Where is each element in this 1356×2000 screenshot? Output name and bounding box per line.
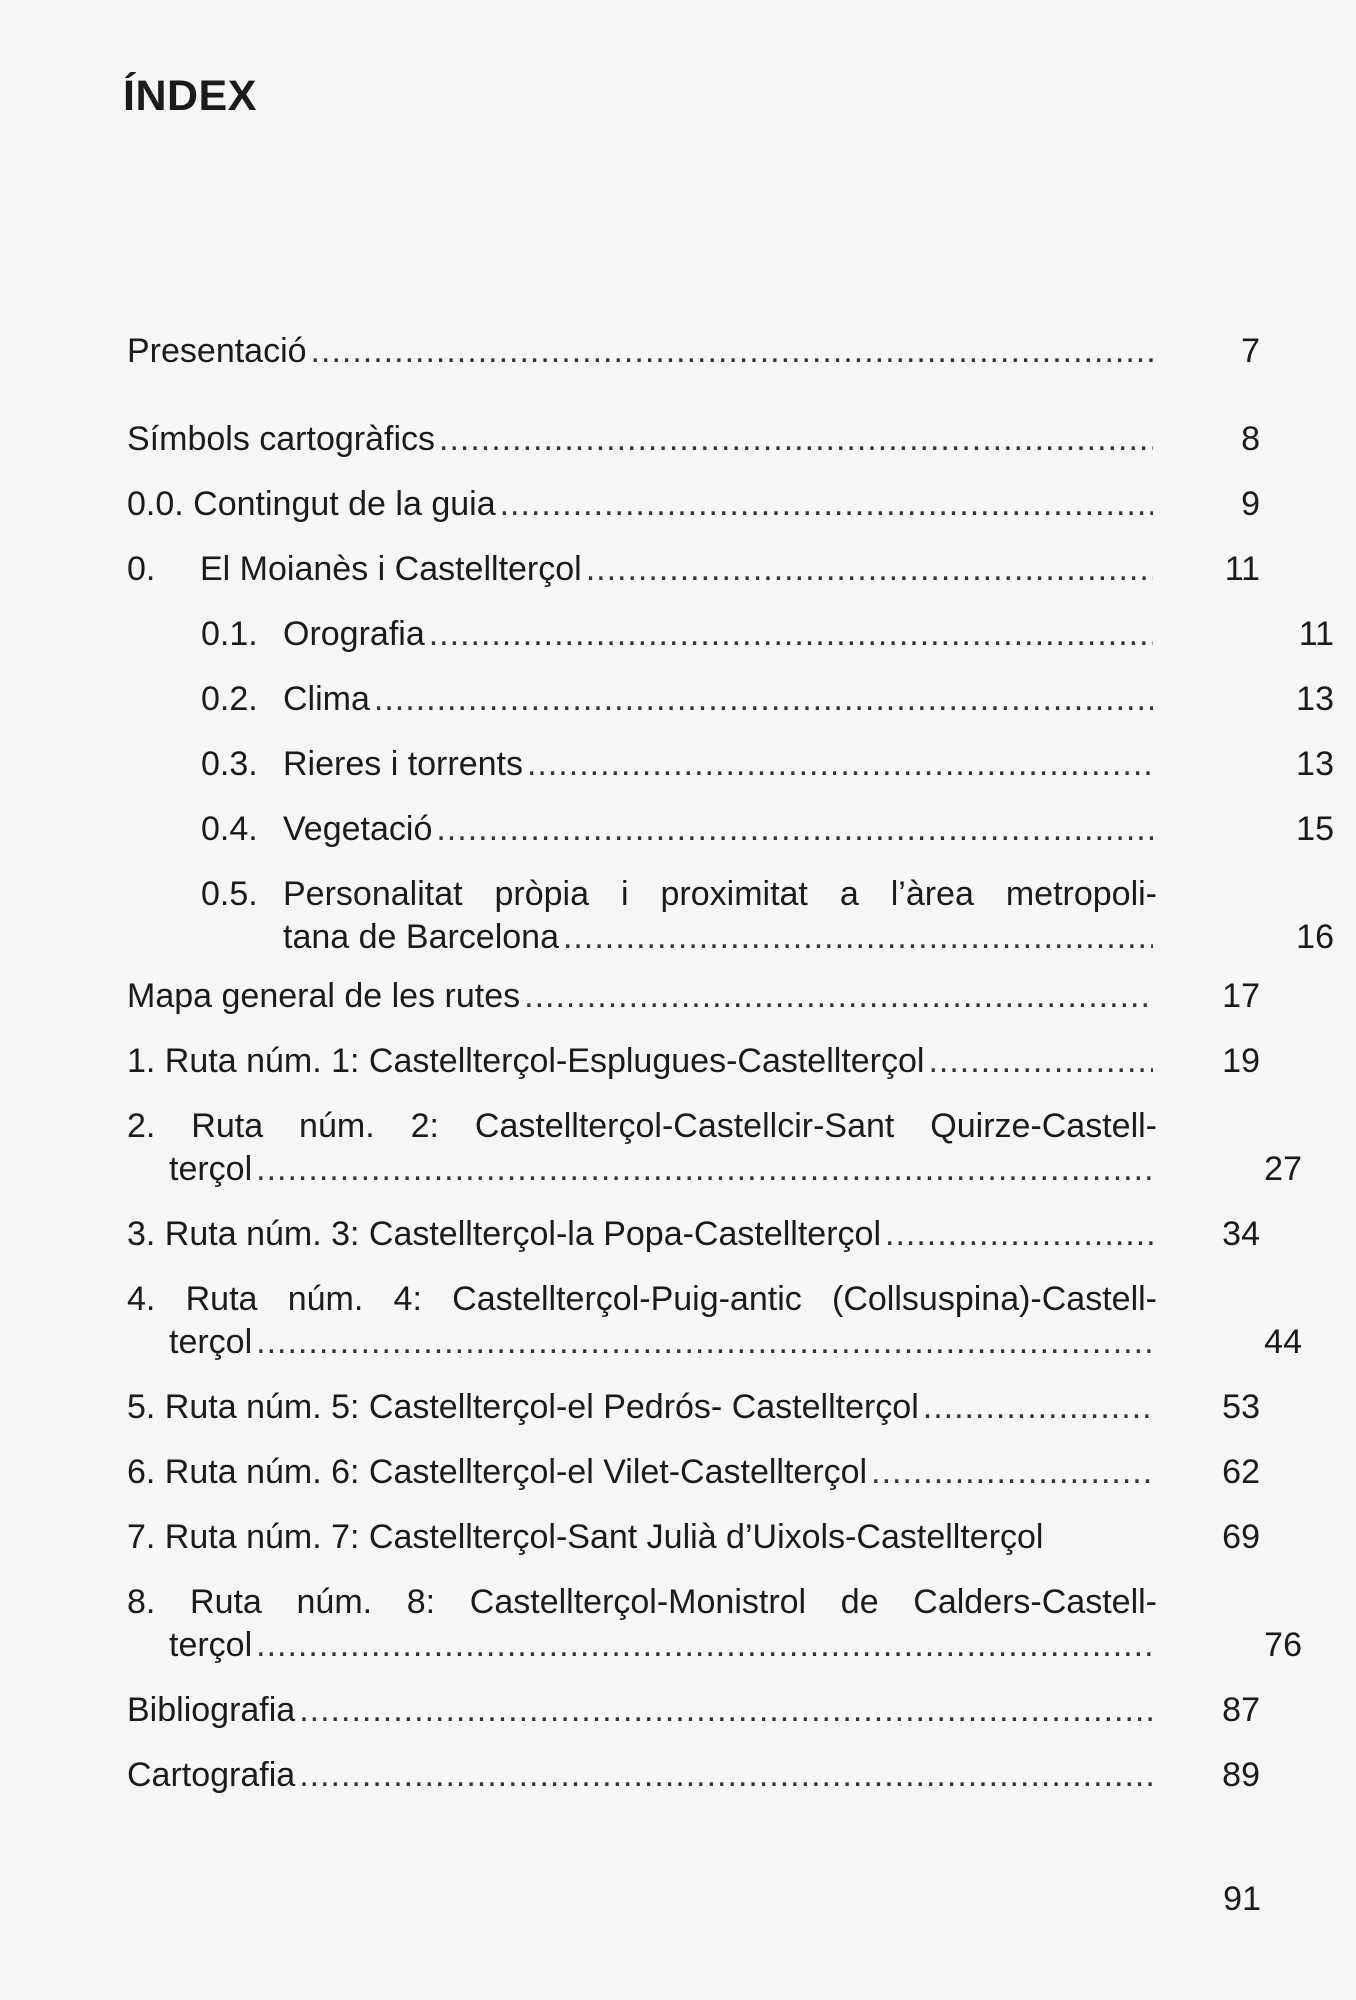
toc-entry-text: 6. Ruta núm. 6: Castellterçol-el Vilet-Castellterçol [127,1453,868,1491]
toc-leader [311,330,1153,373]
toc-entry-text: Símbols cartogràfics [127,420,435,458]
toc-entry-ruta-1[interactable] [127,1040,1260,1083]
toc-entry-text: Clima [283,680,370,718]
toc-entry-clima[interactable] [127,678,1334,721]
page-number: 91 [1223,1880,1261,1918]
toc-entry-text: 0.0. Contingut de la guia [127,485,496,523]
toc-entry-text: Mapa general de les rutes [127,977,521,1015]
toc-entry-presentacio[interactable] [127,330,1260,373]
toc-leader [374,678,1153,721]
toc-entry-first-line: 2. Ruta núm. 2: Castellterçol-Castellcir-Sant Quirze-Castell- [127,1107,1157,1145]
toc-page-number: 13 [1296,745,1334,783]
toc-entry-text: Presentació [127,332,307,370]
toc-page-number: 34 [1222,1215,1260,1253]
toc-page-number: 87 [1222,1691,1260,1729]
toc-entry-personalitat[interactable] [127,873,1334,959]
toc-entry-mapa[interactable] [127,975,1260,1018]
toc-leader [256,1321,1153,1364]
toc-entry-contingut[interactable] [127,483,1260,526]
toc-page-number: 7 [1241,332,1260,370]
toc-entry-text: Rieres i torrents [283,745,523,783]
toc-page-number: 13 [1296,680,1334,718]
toc-entry-number: 0.4. [201,810,258,848]
toc-entry-number: 0.1. [201,615,258,653]
toc-leader [885,1213,1153,1256]
toc-entry-ruta-5[interactable] [127,1386,1260,1429]
toc-entry-text: Bibliografia [127,1691,296,1729]
toc-leader [563,916,1153,959]
toc-entry-cartografia[interactable] [127,1754,1260,1797]
toc-entry-ruta-3[interactable] [127,1213,1260,1256]
toc-entry-text: 7. Ruta núm. 7: Castellterçol-Sant Julià d’Uixols-Castellterçol [127,1518,1044,1556]
toc-page-number: 53 [1222,1388,1260,1426]
toc-entry-text: 1. Ruta núm. 1: Castellterçol-Esplugues-Castellterçol [127,1042,925,1080]
toc-entry-text: terçol [169,1626,253,1664]
toc-entry-ruta-4[interactable] [127,1278,1302,1364]
page-title: ÍNDEX [123,72,257,120]
toc-leader [500,483,1153,526]
toc-entry-number: 0.3. [201,745,258,783]
toc-leader [527,743,1153,786]
table-of-contents [127,330,1334,1797]
toc-entry-ruta-8[interactable] [127,1581,1302,1667]
toc-leader [871,1451,1153,1494]
toc-entry-vegetacio[interactable] [127,808,1334,851]
toc-leader [256,1148,1153,1191]
toc-page-number: 62 [1222,1453,1260,1491]
toc-page-number: 8 [1241,420,1260,458]
toc-page-number: 44 [1264,1323,1302,1361]
toc-entry-ruta-7[interactable] [127,1516,1260,1559]
toc-leader [524,975,1153,1018]
toc-page-number: 11 [1224,550,1260,588]
toc-leader [923,1386,1153,1429]
toc-leader [299,1754,1153,1797]
toc-entry-text: 5. Ruta núm. 5: Castellterçol-el Pedrós- Castellterçol [127,1388,919,1426]
toc-entry-simbols[interactable] [127,418,1260,461]
toc-entry-text: Cartografia [127,1756,296,1794]
toc-page-number: 69 [1222,1518,1260,1556]
toc-entry-rieres[interactable] [127,743,1334,786]
toc-entry-text: 3. Ruta núm. 3: Castellterçol-la Popa-Castellterçol [127,1215,881,1253]
toc-entry-ruta-6[interactable] [127,1451,1260,1494]
toc-leader [439,418,1153,461]
toc-entry-ruta-2[interactable] [127,1105,1302,1191]
toc-entry-text: terçol [169,1323,253,1361]
toc-entry-text: terçol [169,1150,253,1188]
toc-entry-first-line: 8. Ruta núm. 8: Castellterçol-Monistrol de Calders-Castell- [127,1583,1157,1621]
toc-page-number: 16 [1296,918,1334,956]
toc-page-number: 27 [1264,1150,1302,1188]
toc-entry-bibliografia[interactable] [127,1689,1260,1732]
toc-entry-first-line: 4. Ruta núm. 4: Castellterçol-Puig-antic (Collsuspina)-Castell- [127,1280,1157,1318]
toc-leader [429,613,1153,656]
toc-entry-text: Vegetació [283,810,433,848]
toc-entry-orografia[interactable] [127,613,1334,656]
toc-page-number: 9 [1241,485,1260,523]
toc-entry-number: 0.2. [201,680,258,718]
toc-entry-text: Orografia [283,615,425,653]
toc-leader [256,1624,1153,1667]
toc-page-number: 15 [1296,810,1334,848]
toc-page-number: 76 [1264,1626,1302,1664]
toc-page-number: 19 [1222,1042,1260,1080]
toc-page-number: 11 [1298,615,1334,653]
toc-entry-moianes[interactable] [127,548,1260,591]
toc-entry-number: 0. [127,550,156,588]
toc-leader [928,1040,1153,1083]
toc-entry-text: tana de Barcelona [283,918,559,956]
toc-entry-number: 0.5. [201,875,258,913]
toc-entry-first-line: Personalitat pròpia i proximitat a l’àrea metropoli- [283,875,1157,913]
toc-page-number: 17 [1222,977,1260,1015]
toc-page-number: 89 [1222,1756,1260,1794]
toc-leader [586,548,1153,591]
toc-leader [299,1689,1153,1732]
toc-entry-text: El Moianès i Castellterçol [200,550,582,588]
toc-leader [436,808,1153,851]
